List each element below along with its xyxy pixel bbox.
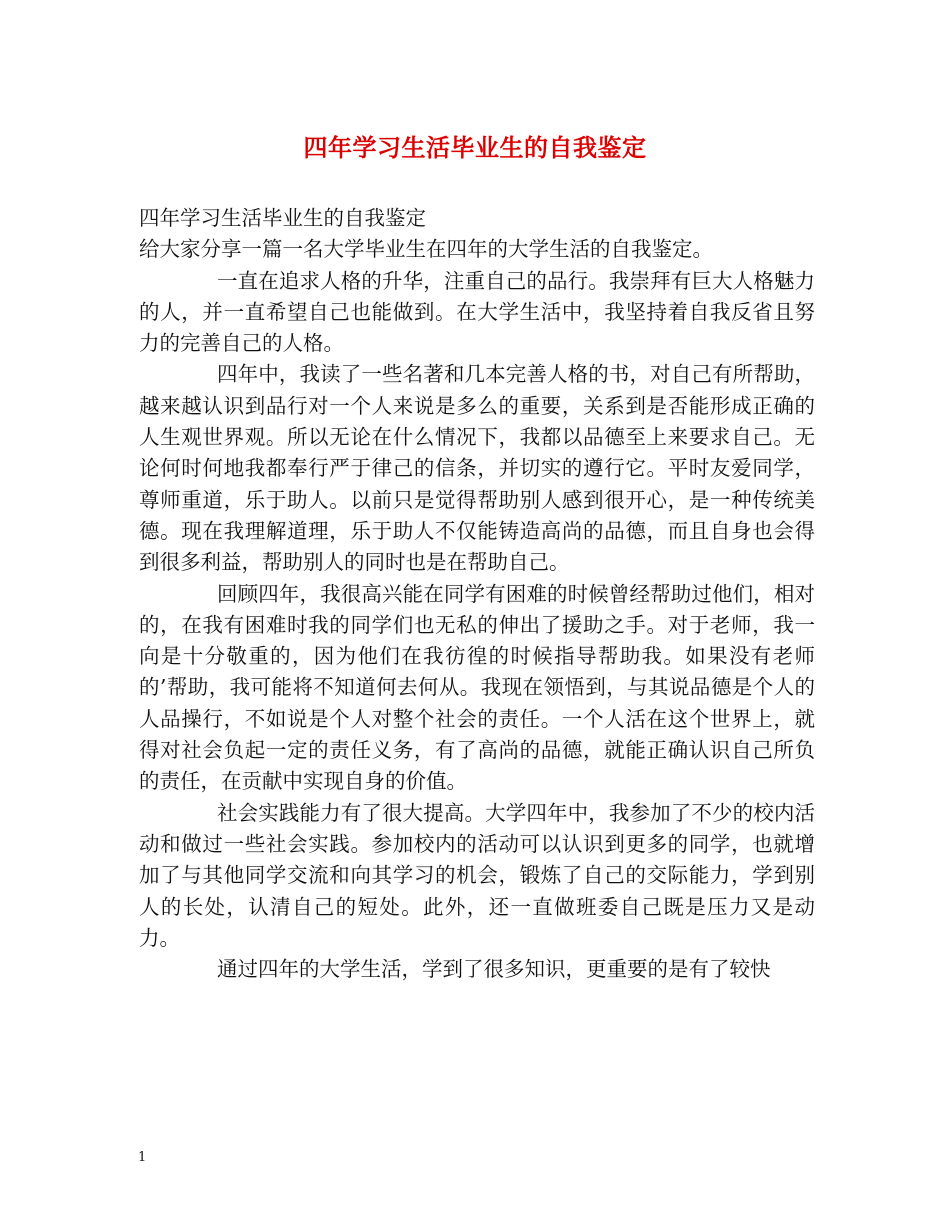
paragraph-4: 社会实践能力有了很大提高。大学四年中，我参加了不少的校内活动和做过一些社会实践。参加校内的活动可以认识到更多的同学，也就增加了与其他同学交流和向其学习的机会，锻炼了自己的交际能力，学到别人的长处，认清自己的短处。此外，还一直做班委自己既是压力又是动力。 [139,800,815,950]
document-title: 四年学习生活毕业生的自我鉴定 [303,133,647,162]
paragraph-3: 回顾四年，我很高兴能在同学有困难的时候曾经帮助过他们，相对的，在我有困难时我的同学们也无私的伸出了援助之手。对于老师，我一向是十分敬重的，因为他们在我彷徨的时候指导帮助我。如果没有老师的’帮助，我可能将不知道何去何从。我现在领悟到，与其说品德是个人的人品操行，不如说是个人对整个社会的责任。一个人活在这个世界上，就得对社会负起一定的责任义务，有了高尚的品德，就能正确认识自己所负的责任，在贡献中实现自身的价值。 [139,581,815,794]
document-subtitle: 四年学习生活毕业生的自我鉴定 [139,206,426,230]
paragraph-5: 通过四年的大学生活，学到了很多知识，更重要的是有了较快 [217,957,771,982]
paragraph-1: 一直在追求人格的升华，注重自己的品行。我崇拜有巨大人格魅力的人，并一直希望自己也能做到。在大学生活中，我坚持着自我反省且努力的完善自己的人格。 [139,268,815,356]
paragraph-2: 四年中，我读了一些名著和几本完善人格的书，对自己有所帮助，越来越认识到品行对一个人来说是多么的重要，关系到是否能形成正确的人生观世界观。所以无论在什么情况下，我都以品德至上来要求自己。无论何时何地我都奉行严于律己的信条，并切实的遵行它。平时友爱同学，尊师重道，乐于助人。以前只是觉得帮助别人感到很开心，是一种传统美德。现在我理解道理，乐于助人不仅能铸造高尚的品德，而且自身也会得到很多利益，帮助别人的同时也是在帮助自己。 [139,362,815,575]
document-intro: 给大家分享一篇一名大学毕业生在四年的大学生活的自我鉴定。 [139,237,713,262]
page-number: 1 [138,1150,147,1165]
document-body [139,203,815,985]
